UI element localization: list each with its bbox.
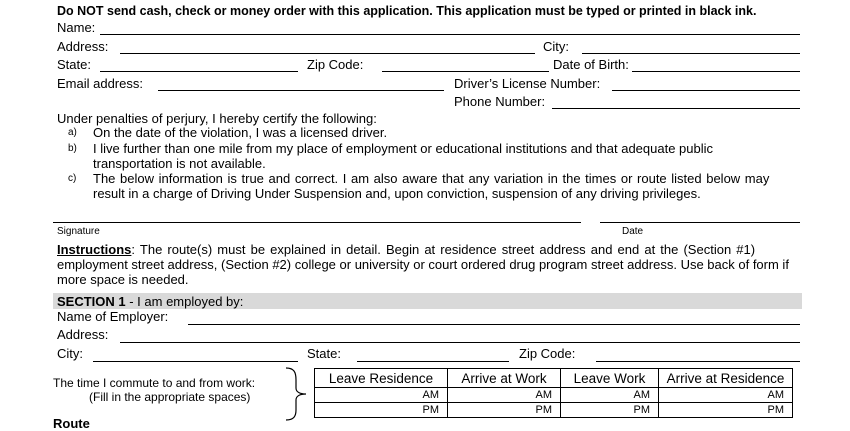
dob-label: Date of Birth: xyxy=(553,57,629,72)
signature-field[interactable] xyxy=(53,222,581,223)
employer-city-field[interactable] xyxy=(93,361,298,362)
date-label: Date xyxy=(622,226,644,237)
arrive-work-pm-cell[interactable]: PM xyxy=(448,403,561,418)
instructions-line1 xyxy=(57,242,755,257)
header-arrive-residence: Arrive at Residence xyxy=(659,369,793,388)
phone-label: Phone Number: xyxy=(454,94,546,109)
instructions-text: : The route(s) must be explained in detail. Begin at residence street address and end at the (Section #1) xyxy=(131,242,756,257)
section1-header xyxy=(57,294,243,309)
arrive-residence-am-cell[interactable]: AM xyxy=(659,388,793,403)
leave-residence-am-cell[interactable]: AM xyxy=(315,388,448,403)
header-leave-work: Leave Work xyxy=(561,369,659,388)
date-field[interactable] xyxy=(600,222,800,223)
address-field[interactable] xyxy=(120,53,535,54)
header-leave-residence: Leave Residence xyxy=(315,369,448,388)
name-label: Name: xyxy=(57,20,96,35)
employer-state-field[interactable] xyxy=(357,361,509,362)
employer-state-label: State: xyxy=(307,346,341,361)
form-notice: Do NOT send cash, check or money order with this application. This application must be typed or printed in black ink. xyxy=(57,4,757,18)
city-label: City: xyxy=(543,39,569,54)
employer-zip-label: Zip Code: xyxy=(519,346,576,361)
license-field[interactable] xyxy=(612,90,800,91)
route-label: Route xyxy=(53,416,90,431)
employer-label: Name of Employer: xyxy=(57,309,169,324)
instructions-heading: Instructions xyxy=(57,242,132,257)
address-label: Address: xyxy=(57,39,109,54)
certify-item-c-line1: The below information is true and correct. I am also aware that any variation in the times or route listed below may xyxy=(93,171,770,186)
name-field[interactable] xyxy=(100,34,800,35)
employer-zip-field[interactable] xyxy=(596,361,800,362)
leave-work-am-cell[interactable]: AM xyxy=(561,388,659,403)
right-brace-icon xyxy=(284,366,310,422)
employer-field[interactable] xyxy=(188,324,800,325)
instructions-line3: more space is needed. xyxy=(57,272,189,287)
header-arrive-work: Arrive at Work xyxy=(448,369,561,388)
commute-hint: (Fill in the appropriate spaces) xyxy=(89,390,251,404)
commute-label: The time I commute to and from work: xyxy=(53,376,256,390)
table-row xyxy=(315,403,793,418)
certify-item-a: On the date of the violation, I was a licensed driver. xyxy=(93,125,388,140)
dob-field[interactable] xyxy=(632,71,800,72)
commute-times-table xyxy=(314,368,793,418)
employer-address-label: Address: xyxy=(57,327,109,342)
email-field[interactable] xyxy=(158,90,444,91)
zip-label: Zip Code: xyxy=(307,57,364,72)
leave-work-pm-cell[interactable]: PM xyxy=(561,403,659,418)
item-marker: b) xyxy=(68,143,77,154)
state-label: State: xyxy=(57,57,91,72)
email-label: Email address: xyxy=(57,76,143,91)
section1-subtitle: - I am employed by: xyxy=(125,294,244,309)
leave-residence-pm-cell[interactable]: PM xyxy=(315,403,448,418)
city-field[interactable] xyxy=(582,53,800,54)
certify-item-c-line2: result in a charge of Driving Under Suspension and, upon conviction, suspension of any driving privileges. xyxy=(93,186,701,201)
signature-label: Signature xyxy=(57,226,100,237)
table-row xyxy=(315,388,793,403)
phone-field[interactable] xyxy=(552,108,800,109)
arrive-residence-pm-cell[interactable]: PM xyxy=(659,403,793,418)
instructions-line2: employment street address, (Section #2) college or university or court ordered drug program street address. Use back of form if xyxy=(57,257,789,272)
certify-item-b-line1: I live further than one mile from my place of employment or educational institutions and that adequate public xyxy=(93,141,714,156)
item-marker: c) xyxy=(68,173,77,184)
item-marker: a) xyxy=(68,127,77,138)
license-label: Driver’s License Number: xyxy=(454,76,601,91)
section1-title: SECTION 1 xyxy=(57,294,126,309)
certify-intro: Under penalties of perjury, I hereby certify the following: xyxy=(57,111,377,126)
employer-address-field[interactable] xyxy=(120,342,800,343)
arrive-work-am-cell[interactable]: AM xyxy=(448,388,561,403)
state-field[interactable] xyxy=(100,71,298,72)
employer-city-label: City: xyxy=(57,346,83,361)
certify-item-b-line2: transportation is not available. xyxy=(93,156,266,171)
zip-field[interactable] xyxy=(382,71,549,72)
